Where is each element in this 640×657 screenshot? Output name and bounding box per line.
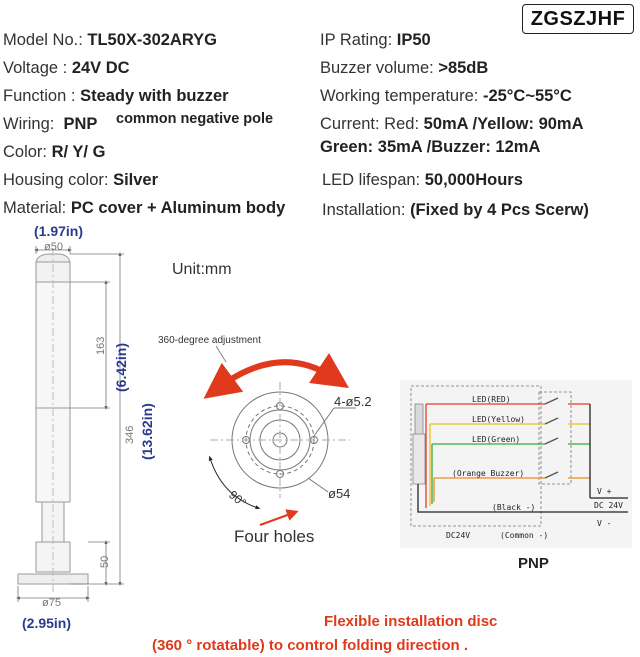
wiring-note-text: common negative pole: [116, 111, 274, 127]
spec-label: IP Rating:: [320, 31, 393, 49]
wiring-title: PNP: [518, 555, 549, 572]
brand-logo: ZGSZJHF: [522, 4, 634, 34]
dim-163: 163: [95, 336, 107, 355]
spec-value: Steady with buzzer: [80, 87, 229, 105]
spec-label: Model No.:: [3, 31, 83, 49]
spec-value: IP50: [396, 31, 431, 49]
dim-346: 346: [124, 425, 136, 444]
buzzer-label: (Orange Buzzer): [452, 469, 525, 478]
spec-value: R/ Y/ G: [51, 143, 106, 161]
spec-label: Working temperature:: [320, 87, 479, 105]
led-red-label: LED(RED): [472, 395, 511, 404]
spec-value: PC cover + Aluminum body: [70, 199, 286, 217]
dim-50: 50: [99, 555, 111, 568]
led-yellow-label: LED(Yellow): [472, 415, 525, 424]
four-holes-label: Four holes: [234, 527, 315, 546]
spec-label: LED lifespan:: [322, 171, 421, 189]
four-holes-arrow: [260, 513, 293, 525]
top-dim-mm: ø50: [44, 241, 63, 253]
wiring-diagram: [400, 380, 632, 548]
spec-value: TL50X-302ARYG: [87, 31, 217, 49]
tower-dimensions: [18, 246, 124, 602]
adjust-label: 360-degree adjustment: [158, 335, 261, 346]
adjust-leader: [216, 346, 226, 362]
spec-value: (Fixed by 4 Pcs Scerw): [410, 201, 589, 219]
vplus-label: V +: [597, 487, 612, 496]
dc24v-label: DC24V: [446, 531, 471, 540]
footer-line-1: Flexible installation disc: [324, 613, 498, 630]
spec-value: PNP: [63, 115, 98, 133]
spec-value: Green: 35mA /Buzzer: 12mA: [320, 138, 541, 156]
spec-value: -25°C~55°C: [482, 87, 572, 105]
spec-label: Current: Red:: [320, 115, 420, 133]
spec-label: Installation:: [322, 201, 406, 219]
tower-light-side-view: [18, 248, 88, 592]
dim-163-inch: (6.42in): [113, 342, 129, 392]
spec-label: Voltage :: [3, 59, 68, 77]
spec-label: Housing color:: [3, 171, 109, 189]
spec-value: Silver: [113, 171, 159, 189]
spec-label: Function :: [3, 87, 76, 105]
dc24-label: DC 24V: [594, 501, 623, 510]
bottom-dim-mm: ø75: [42, 597, 61, 609]
spec-value: 24V DC: [71, 59, 130, 77]
spec-value: 50,000Hours: [424, 171, 523, 189]
spec-value: 50mA /Yellow: 90mA: [423, 115, 584, 133]
unit-label: Unit:mm: [172, 261, 232, 278]
hole-label: 4-ø5.2: [334, 394, 372, 409]
bottom-dim-inch: (2.95in): [22, 615, 72, 631]
rotation-arrow: [218, 362, 334, 388]
footer-line-2: (360 ° rotatable) to control folding direction .: [152, 637, 469, 654]
common-label: (Common -): [500, 531, 549, 540]
circle-dim-label: ø54: [328, 486, 351, 501]
spec-label: Material:: [3, 199, 67, 217]
top-dim-inch: (1.97in): [34, 223, 84, 239]
spec-label: Wiring:: [3, 115, 55, 133]
spec-label: Color:: [3, 143, 48, 161]
spec-value: >85dB: [438, 59, 489, 77]
black-label: (Black -): [492, 503, 536, 512]
led-green-label: LED(Green): [472, 435, 521, 444]
spec-label: Buzzer volume:: [320, 59, 434, 77]
dim-346-inch: (13.62in): [139, 403, 155, 460]
angle-label: 90°: [226, 487, 249, 510]
vminus-label: V -: [597, 519, 612, 528]
